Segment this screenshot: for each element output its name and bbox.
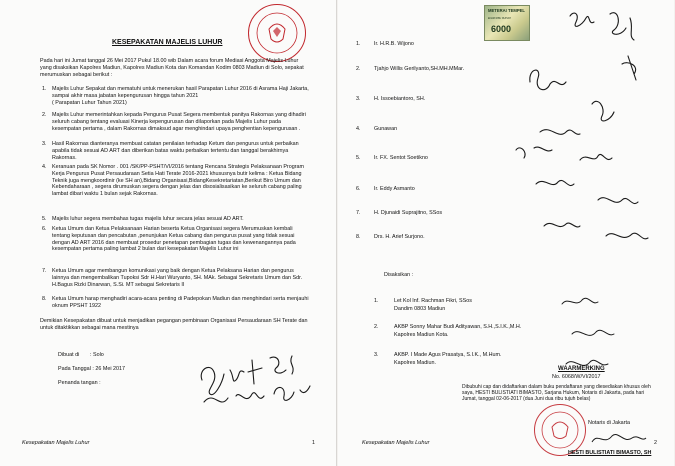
seal-emblem-icon <box>249 5 305 61</box>
page-number: 2 <box>654 440 657 446</box>
item-number: 5. <box>42 216 47 222</box>
item-number: 4. <box>42 164 47 170</box>
signature-column <box>510 4 660 254</box>
witness-number: 3. <box>374 352 379 358</box>
signatory-name: Ir. Eddy Asmanto <box>374 186 415 192</box>
waarmerking-number: No. 6068/W/VI/2017 <box>552 374 601 380</box>
item-text: Majelis Luhur memerintahkan kepada Pengurus Pusat Segera membentuk panitya Rakornas yang dihadiri seluruh cabang tentang evaluasi Kinerja kepengurusan dan dilaporkan pada Majelis Luhur pada kesempatan pertama , dalam Rakornas dimaksud agar menghindari upaya penghentian kepengurusan . <box>52 112 306 132</box>
page-footer: Kesepakatan Majelis Luhur <box>362 440 430 446</box>
signatory-name: Ir. FX. Sentot Soetikno <box>374 155 428 161</box>
waarmerking-title: WAARMERKING <box>558 366 605 372</box>
page-footer: Kesepakatan Majelis Luhur <box>22 440 90 446</box>
signature-group <box>196 350 316 412</box>
item-number: 1. <box>42 86 47 92</box>
register-text: Dibubuhi cap dan didaftarkan dalam buku pendaftaran yang diesediakan khusus oleh saya, HESTI BULISTIATI BIMASTO, Sarjana Hukum, Notaris di Jakarta, pada hari Jumat, tanggal 02-06-2017 (dua Juni dua ribu tujuh belas) <box>462 384 651 403</box>
signatory-name: Ir. H.R.B. Wijono <box>374 41 414 47</box>
witness-name: Let Kol Inf. Rachman Fikri, SSos <box>394 298 472 304</box>
signatory-number: 1. <box>356 41 361 47</box>
signatory-name: H. Issoebiantoro, SH. <box>374 96 426 102</box>
item-number: 6. <box>42 226 47 232</box>
item-text: Majelis Luhur Sepakat dan mematuhi untuk menerukan hasil Parapatan Luhur 2016 di Asrama Haji Jakarta, sampai akhir masa jabatan kepengurusan hingga tahun 2021 <box>52 86 309 99</box>
item-number: 2. <box>42 112 47 118</box>
witness-number: 1. <box>374 298 379 304</box>
signatory-number: 3. <box>356 96 361 102</box>
signer-label: Penanda tangan : <box>58 380 101 386</box>
intro-paragraph: Pada hari ini Jumat tanggal 26 Mei 2017 Pukul 18.00 wib Dalam acara forum Mediasi Anggota Majelis Luhur yang disaksikan Kapolres Madiun, Kapolres Madiun Kota dan Komandan Kodim 0803 Madiun di Solo, sepakat merumuskan sebagai berikut : <box>40 58 304 78</box>
signatory-number: 4. <box>356 126 361 132</box>
item-subnote: ( Parapatan Luhur Tahun 2021) <box>52 100 127 106</box>
item-number: 8. <box>42 296 47 302</box>
signatory-number: 8. <box>356 234 361 240</box>
witness-name: AKBP. I Made Agus Prasatya, S.I.K., M.Hum. <box>394 352 502 358</box>
item-text: Hasil Rakornas dianteranya membuat catatan penilaian terhadap Ketum dan pengurus untuk perbaikan apabila tidak sesuai AD ART dan diberikan batas waktu perbaikan tertentu dan tanggal berakhirnya Rakornas. <box>52 141 299 161</box>
witness-name: AKBP Sonny Mahar Budi Adityawan, S.H.,S.I.K.,M.H. <box>394 324 522 330</box>
document-page-2 <box>338 0 674 466</box>
notary-signature <box>588 428 648 448</box>
document-page-1 <box>0 0 337 466</box>
item-number: 7. <box>42 268 47 274</box>
document-title: KESEPAKATAN MAJELIS LUHUR <box>112 39 223 46</box>
item-text: Ketua Umum agar membangun komunikasi yang baik dengan Ketua Pelaksana Harian dan pengurus lainnya dan mengembalikan Tupoksi Sdr H.Hari Wuryanto, SH. MAk. Sebagai Sekretaris Umum dan Sdr. H.Bagus Rizki Dinarwan, S.Si. MT sebagai Sekretaris II <box>52 268 303 288</box>
stamp-value: 6000 <box>491 24 512 34</box>
witness-position: Dandim 0803 Madiun <box>394 306 446 312</box>
notary-seal <box>534 404 586 456</box>
signatory-name: Gunawan <box>374 126 398 132</box>
notary-seal <box>248 4 306 62</box>
item-text: Majelis luhur segera membahas tugas majelis luhur secara jelas sesuai AD ART. <box>52 216 244 222</box>
item-text: Ketua Umum harap menghadiri acara-acara penting di Padepokan Madiun dan menghindari serta menjauhi oknum PPSHT 1922 <box>52 296 309 309</box>
witness-position: Kapolres Madiun Kota. <box>394 332 449 338</box>
signatory-name: H. Djunaidi Suprajitno, SSos <box>374 210 443 216</box>
signatory-name: Tjahjo Willis Gerilyanto,SH.MH.MMar. <box>374 66 465 72</box>
notary-place: Notaris di Jakarta <box>588 420 630 426</box>
seal-emblem-icon <box>535 405 585 455</box>
notary-name: HESTI BULISTIATI BIMASTO, SH <box>568 450 652 456</box>
witness-position: Kapolres Madiun. <box>394 360 436 366</box>
page-number: 1 <box>312 440 315 446</box>
signatory-name: Drs. H. Arief Surjono. <box>374 234 425 240</box>
witness-label: Disaksikan : <box>384 272 414 278</box>
signatory-number: 7. <box>356 210 361 216</box>
signatory-number: 2. <box>356 66 361 72</box>
signatory-number: 6. <box>356 186 361 192</box>
place-value: : Solo <box>90 352 104 358</box>
witness-number: 2. <box>374 324 379 330</box>
item-text: Ketua Umum dan Ketua Pelaksanaan Harian beserta Ketua Organisasi segera Merumuskan kembali tentang keputusan dan pencabutan ,penunjukan Ketua cabang dan pengurus pusat yang tidak sesuai dengan AD ART 2016 dan membuat prosedur penetapan pembagian tugas dan kewenangannya pada kesempatan pertama paling lambat 2 bulan dari kesepakatan Majelis Luhur ini <box>52 226 296 253</box>
place-label: Dibuat di <box>58 352 80 358</box>
stamp-title: METERAI TEMPEL <box>488 8 525 13</box>
item-number: 3. <box>42 141 47 147</box>
stamp-subtitle: ENAM RIBU RUPIAH <box>488 17 511 20</box>
date-line: Pada Tanggal : 26 Mei 2017 <box>58 366 126 372</box>
item-text: Keranuan pada SK Nomor . 001 /SK/PP-PSHT/VI/2016 tentang Rencana Strategis Pelaksanaan Program Kerja Pengurus Pusat Persaudaraan Setia Hati Terate 2016-2021 khususnya butir kelima : Ketua Bidang Teknik juga mengkoordinir (ke SH an),Bidang Organisasi,BidangKesekretariatan,Berikut Biro Umum dan Kebendaharaan , segera dirumuskan segera dengan jelas dan disosialisasikan ke seluruh cabang paling lambat dibari waktu 1 bulan sejak Rakornas. <box>52 164 305 198</box>
signatory-number: 5. <box>356 155 361 161</box>
closing-paragraph: Demikian Kesepakatan dibuat untuk menjadikan pegangan pembinaan Organisasi Persaudaraan SH Terate dan untuk ditaktikkan sebagai mana mestinya <box>40 318 308 331</box>
